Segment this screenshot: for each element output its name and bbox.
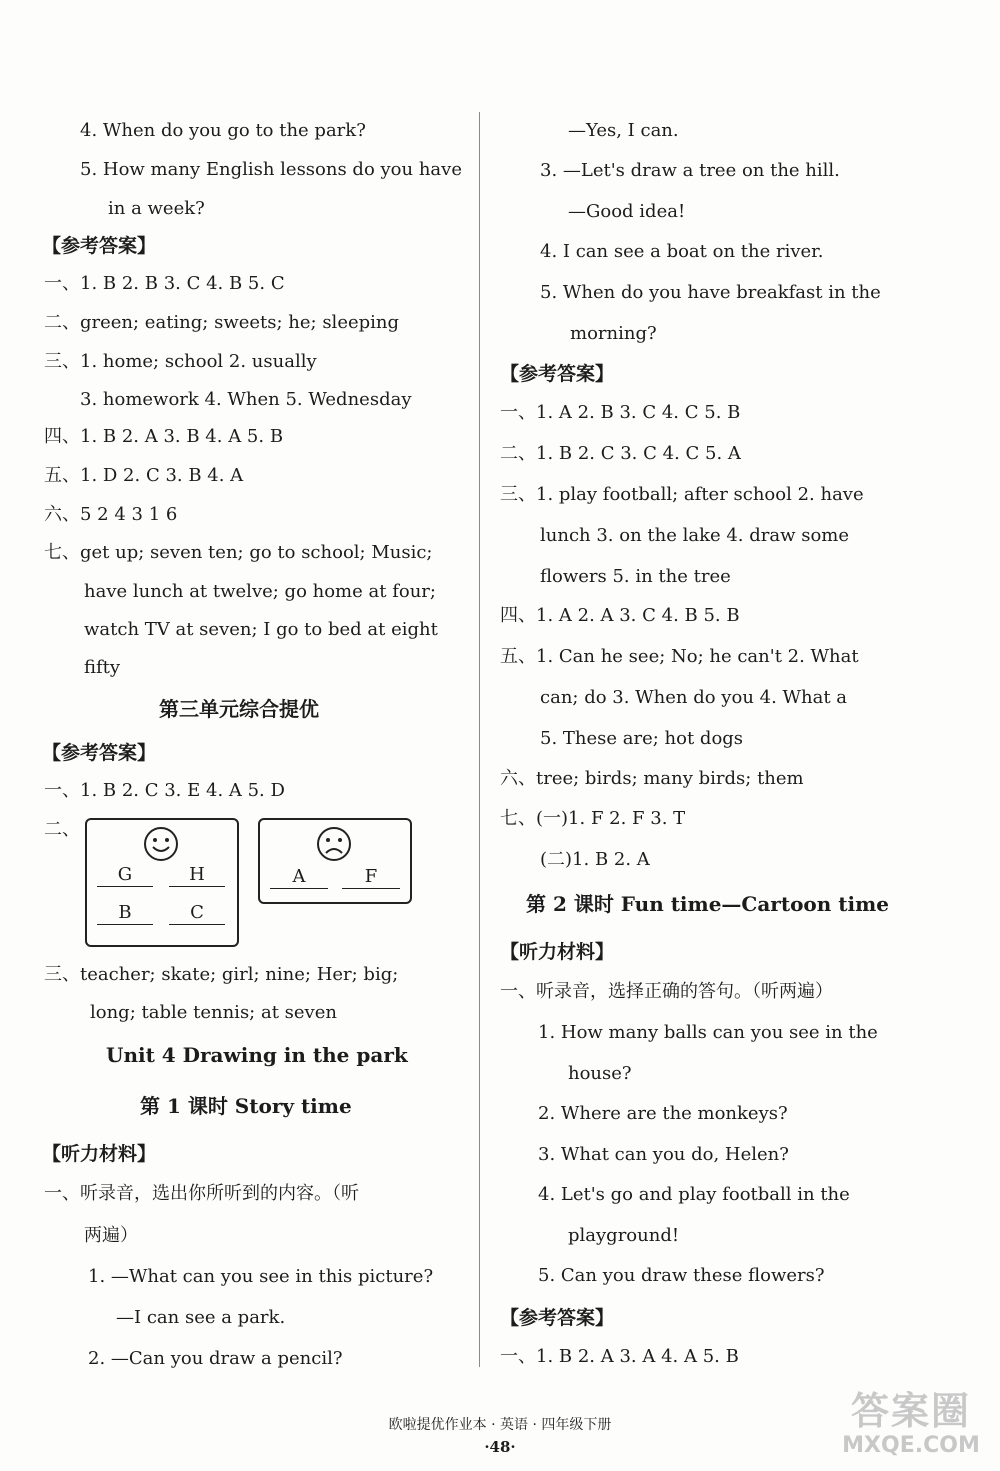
answer-line: can; do 3. When do you 4. What a — [540, 687, 848, 708]
instruction-line: 两遍） — [84, 1225, 138, 1246]
question-line: 2. Where are the monkeys? — [538, 1103, 788, 1124]
dialogue-line: 1. —What can you see in this picture? — [88, 1266, 434, 1287]
dialogue-line: —I can see a park. — [116, 1307, 286, 1328]
column-divider — [479, 112, 480, 1367]
happy-face-box — [85, 818, 239, 947]
answer-line: (二)1. B 2. A — [540, 849, 650, 870]
listening-heading: 【听力材料】 — [500, 941, 615, 963]
question-line: house? — [568, 1063, 632, 1084]
answer-blank: G — [97, 864, 153, 887]
answer-line: 五、1. D 2. C 3. B 4. A — [44, 465, 244, 486]
lesson-title: 第 1 课时 Story time — [140, 1094, 352, 1118]
answer-line: long; table tennis; at seven — [90, 1002, 337, 1023]
dialogue-line: 5. When do you have breakfast in the — [540, 282, 881, 303]
answer-line: 四、1. B 2. A 3. B 4. A 5. B — [44, 426, 284, 447]
question-5-cont: in a week? — [108, 198, 205, 219]
dialogue-line: 4. I can see a boat on the river. — [540, 241, 824, 262]
watermark-logo-text: 答案圈 — [850, 1389, 971, 1433]
watermark-url: MXQE.COM — [842, 1433, 980, 1458]
question-line: 4. Let's go and play football in the — [538, 1184, 850, 1205]
answer-line: 一、1. A 2. B 3. C 4. C 5. B — [500, 402, 741, 423]
question-line: 5. Can you draw these flowers? — [538, 1265, 825, 1286]
watermark — [836, 1389, 986, 1469]
answer-line: 3. homework 4. When 5. Wednesday — [80, 389, 412, 410]
answer-line: 七、(一)1. F 2. F 3. T — [500, 808, 686, 829]
answer-line: 一、1. B 2. A 3. A 4. A 5. B — [500, 1346, 739, 1367]
question-line: 3. What can you do, Helen? — [538, 1144, 789, 1165]
dialogue-line: 3. —Let's draw a tree on the hill. — [540, 160, 840, 181]
section-title: 第三单元综合提优 — [159, 697, 319, 721]
answer-line: 五、1. Can he see; No; he can't 2. What — [500, 646, 859, 667]
answer-line: flowers 5. in the tree — [540, 566, 731, 587]
dialogue-line: 2. —Can you draw a pencil? — [88, 1348, 343, 1369]
question-4: 4. When do you go to the park? — [80, 120, 366, 141]
answer-heading: 【参考答案】 — [500, 1307, 615, 1329]
answer-line: 六、5 2 4 3 1 6 — [44, 504, 178, 525]
answer-blank: C — [169, 902, 225, 925]
answer-line: 一、1. B 2. C 3. E 4. A 5. D — [44, 780, 285, 801]
answer-line: lunch 3. on the lake 4. draw some — [540, 525, 850, 546]
answer-line: 三、1. play football; after school 2. have — [500, 484, 864, 505]
dialogue-line: —Good idea! — [568, 201, 686, 222]
unit-title: Unit 4 Drawing in the park — [106, 1043, 408, 1067]
answer-line: fifty — [84, 657, 121, 678]
answer-line: 二、1. B 2. C 3. C 4. C 5. A — [500, 443, 741, 464]
question-5: 5. How many English lessons do you have — [80, 159, 462, 180]
sad-face-icon — [316, 826, 352, 862]
question-line: playground! — [568, 1225, 680, 1246]
answer-line: 三、1. home; school 2. usually — [44, 351, 317, 372]
instruction-line: 一、听录音，选择正确的答句。（听两遍） — [500, 981, 833, 1002]
answer-label: 二、 — [44, 819, 80, 840]
answer-line: 一、1. B 2. B 3. C 4. B 5. C — [44, 273, 285, 294]
answer-heading: 【参考答案】 — [42, 235, 157, 257]
dialogue-line: —Yes, I can. — [568, 120, 679, 141]
answer-blank: F — [342, 866, 400, 889]
sad-face-box — [258, 818, 412, 904]
page-number: ·48· — [484, 1438, 516, 1456]
answer-line: 四、1. A 2. A 3. C 4. B 5. B — [500, 605, 740, 626]
smiley-face-icon — [143, 826, 179, 862]
answer-heading: 【参考答案】 — [500, 363, 615, 385]
answer-line: 六、tree; birds; many birds; them — [500, 768, 804, 789]
answer-line: 三、teacher; skate; girl; nine; Her; big; — [44, 964, 399, 985]
answer-line: have lunch at twelve; go home at four; — [84, 581, 436, 602]
answer-line: watch TV at seven; I go to bed at eight — [84, 619, 438, 640]
question-line: 1. How many balls can you see in the — [538, 1022, 878, 1043]
lesson-title: 第 2 课时 Fun time—Cartoon time — [526, 892, 889, 916]
answer-heading: 【参考答案】 — [42, 742, 157, 764]
answer-line: 5. These are; hot dogs — [540, 728, 744, 749]
answer-blank: A — [270, 866, 328, 889]
answer-blank: H — [169, 864, 225, 887]
footer-book-title: 欧啦提优作业本 · 英语 · 四年级下册 — [388, 1417, 612, 1433]
answer-line: 七、get up; seven ten; go to school; Music; — [44, 542, 433, 563]
answer-line: 二、green; eating; sweets; he; sleeping — [44, 312, 400, 333]
dialogue-line: morning? — [570, 323, 657, 344]
instruction-line: 一、听录音，选出你所听到的内容。（听 — [44, 1183, 359, 1204]
listening-heading: 【听力材料】 — [42, 1143, 157, 1165]
answer-blank: B — [97, 902, 153, 925]
